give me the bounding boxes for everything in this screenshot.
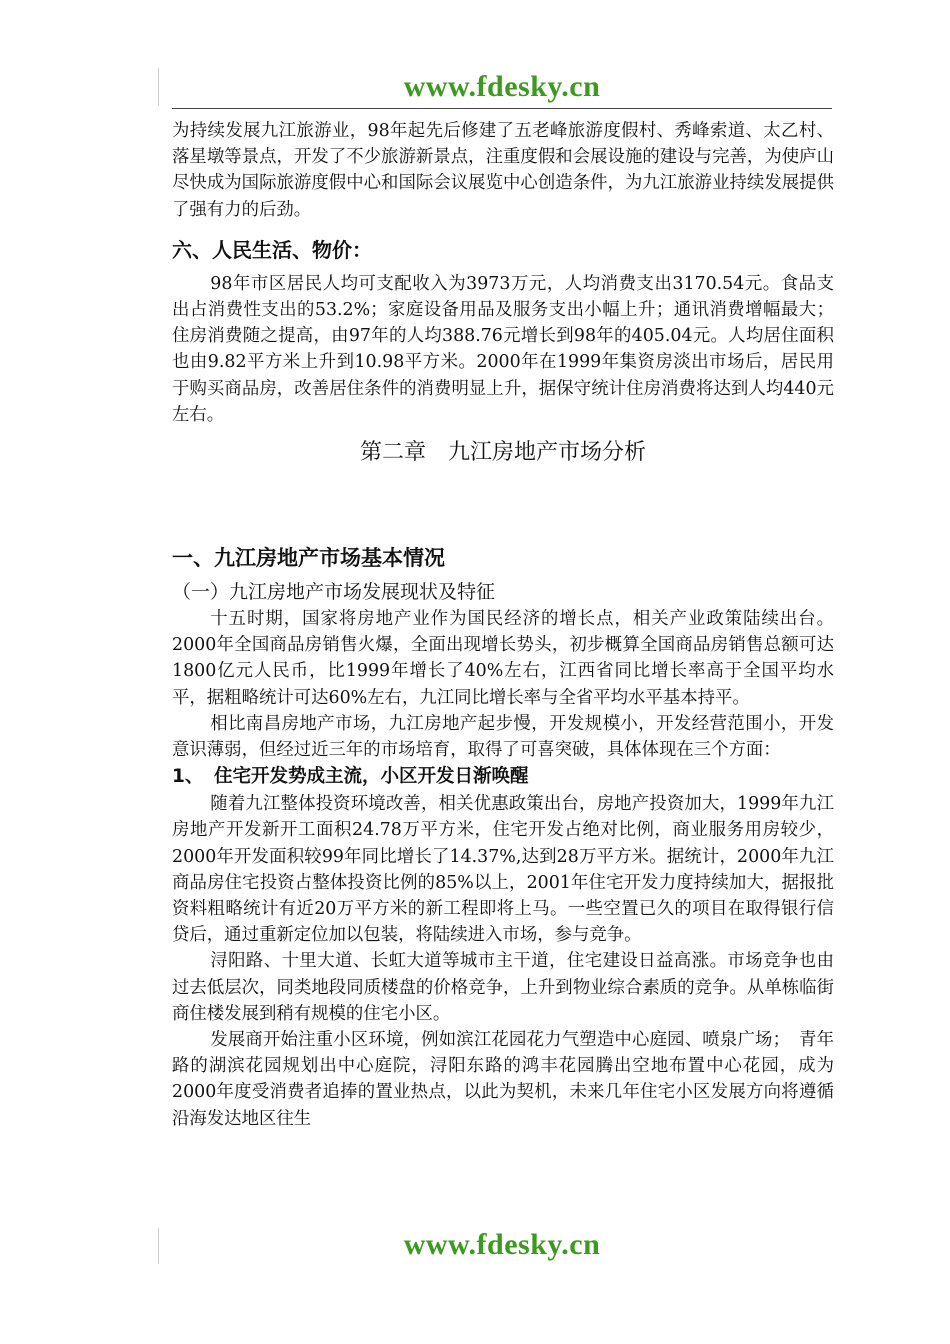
bottom-margin-line bbox=[158, 1228, 159, 1264]
paragraph-housing-investment: 随着九江整体投资环境改善，相关优惠政策出台，房地产投资加大，1999年九江房地产开发新开工面积24.78万平方米，住宅开发占绝对比例，商业服务用房较少，2000年开发面积较99年同比增长了14.37%,达到28万平方米。据统计，2000年九江商品房住宅投资占整体投资比例的85%以上，2001年住宅开发力度持续加大，据报批资料粗略统计有近20万平方米的新工程即将上马。一些空置已久的项目在取得银行信贷后，通过重新定位加以包装，将陆续进入市场，参与竞争。 bbox=[172, 794, 834, 946]
paragraph-national-market: 十五时期，国家将房地产业作为国民经济的增长点，相关产业政策陆续出台。2000年全国商品房销售火爆，全面出现增长势头，初步概算全国商品房销售总额可达1800亿元人民币，比1999年增长了40%左右，江西省同比增长率高于全国平均水平，据粗略统计可达60%左右，九江同比增长率与全省平均水平基本持平。 bbox=[172, 609, 834, 708]
point-1-title: 住宅开发势成主流，小区开发日渐唤醒 bbox=[214, 766, 529, 788]
subsection-1-heading: （一）九江房地产市场发展现状及特征 bbox=[172, 581, 496, 604]
point-1-number: 1、 bbox=[172, 766, 204, 788]
top-margin-line bbox=[158, 68, 159, 106]
paragraph-living-prices: 98年市区居民人均可支配收入为3973万元，人均消费支出3170.54元。食品支出占消费性支出的53.2%；家庭设备用品及服务支出小幅上升；通讯消费增幅最大；住房消费随之提高，由97年的人均388.76元增长到98年的405.04元。人均居住面积也由9.82平方米上升到10.98平方米。2000年在1999年集资房淡出市场后，居民用于购买商品房，改善居住条件的消费明显上升，据保守统计住房消费将达到人均440元左右。 bbox=[172, 273, 834, 425]
footer-site-url: www.fdesky.cn bbox=[403, 1228, 601, 1261]
header-rule bbox=[172, 108, 832, 109]
point-1-heading bbox=[172, 763, 834, 791]
paragraph-compare-nanchang: 相比南昌房地产市场，九江房地产起步慢，开发规模小，开发经营范围小，开发意识薄弱，但经过近三年的市场培育，取得了可喜突破，具体体现在三个方面： bbox=[172, 713, 834, 761]
section-1-heading: 一、九江房地产市场基本情况 bbox=[172, 546, 445, 571]
header-site-url: www.fdesky.cn bbox=[403, 70, 601, 103]
chapter-title: 第二章 九江房地产市场分析 bbox=[359, 440, 646, 466]
document-body bbox=[172, 118, 834, 1132]
paragraph-main-roads: 浔阳路、十里大道、长虹大道等城市主干道，住宅建设日益高涨。市场竞争也由过去低层次，同类地段同质楼盘的价格竞争，上升到物业综合素质的竞争。从单栋临街商住楼发展到稍有规模的住宅小区。 bbox=[172, 951, 834, 1024]
section-6-heading: 六、人民生活、物价： bbox=[172, 237, 372, 262]
paragraph-tourism: 为持续发展九江旅游业，98年起先后修建了五老峰旅游度假村、秀峰索道、太乙村、落星墩等景点，开发了不少旅游新景点，注重度假和会展设施的建设与完善，为使庐山尽快成为国际旅游度假中心和国际会议展览中心创造条件，为九江旅游业持续发展提供了强有力的后劲。 bbox=[172, 121, 834, 220]
paragraph-developer-environment: 发展商开始注重小区环境，例如滨江花园花力气塑造中心庭园、喷泉广场； 青年路的湖滨花园规划出中心庭院，浔阳东路的鸿丰花园腾出空地布置中心花园，成为2000年度受消费者追捧的置业热点，以此为契机，未来几年住宅小区发展方向将遵循沿海发达地区往生 bbox=[172, 1030, 834, 1129]
